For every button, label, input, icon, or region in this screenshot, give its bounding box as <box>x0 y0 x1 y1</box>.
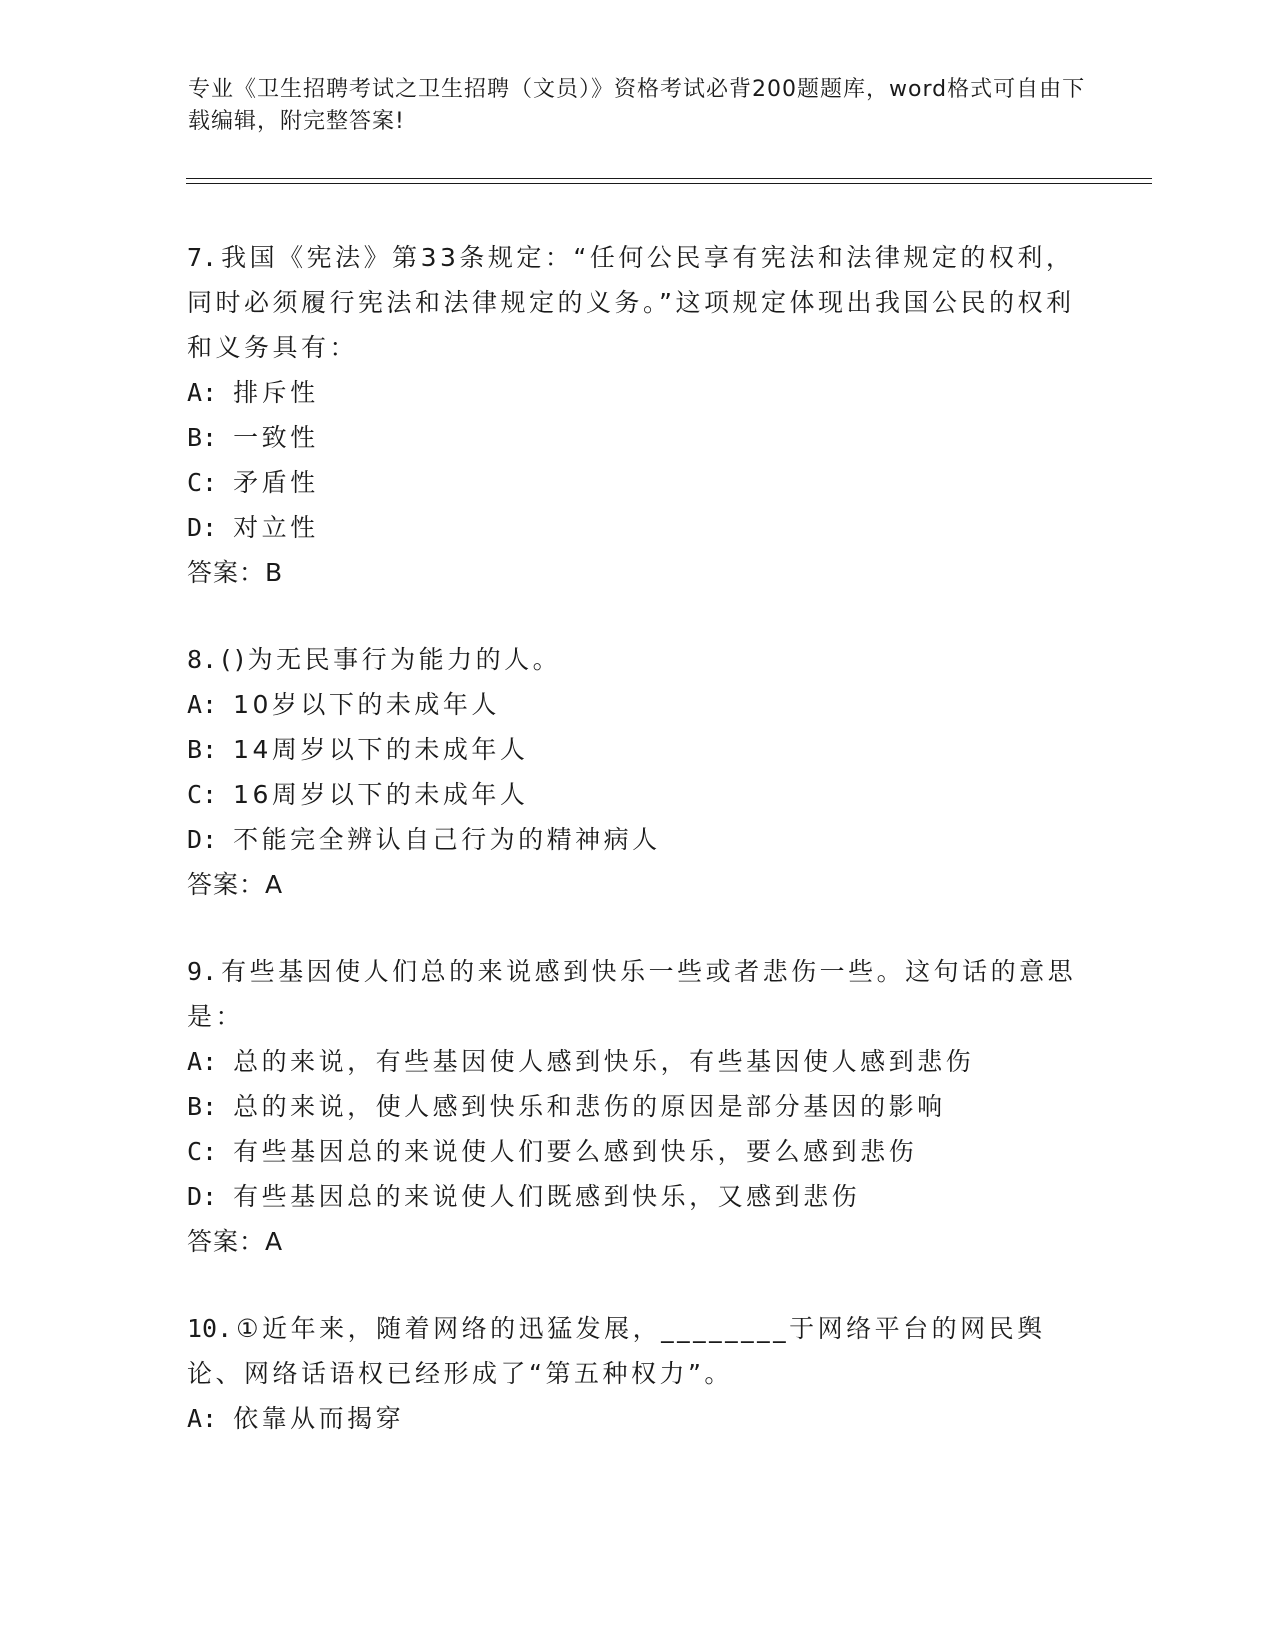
question-list <box>187 235 1077 1483</box>
option-key: A: <box>187 690 218 719</box>
question-9 <box>187 949 1077 1264</box>
option-text: 对立性 <box>233 513 319 542</box>
option-a <box>187 1396 1077 1441</box>
question-number: 8. <box>187 645 218 674</box>
option-a <box>187 1039 1077 1084</box>
option-c <box>187 460 1077 505</box>
option-key: D: <box>187 1182 218 1211</box>
option-text: 依靠从而揭穿 <box>233 1404 405 1433</box>
option-d <box>187 505 1077 550</box>
option-text: 排斥性 <box>233 378 319 407</box>
question-number: 9. <box>187 957 218 986</box>
option-b <box>187 1084 1077 1129</box>
question-stem: ①近年来，随着网络的迅猛发展，________于网络平台的网民舆论、网络话语权已经形成了“第五种权力”。 <box>187 1314 1046 1388</box>
answer-line: 答案：B <box>187 558 284 587</box>
question-text <box>187 637 1077 682</box>
question-8 <box>187 637 1077 907</box>
option-b <box>187 727 1077 772</box>
header-rule-top <box>186 178 1152 179</box>
option-key: B: <box>187 1092 218 1121</box>
option-text: 10岁以下的未成年人 <box>233 690 500 719</box>
option-d <box>187 1174 1077 1219</box>
question-7 <box>187 235 1077 595</box>
option-a <box>187 370 1077 415</box>
option-key: A: <box>187 1047 218 1076</box>
option-b <box>187 415 1077 460</box>
option-key: C: <box>187 780 218 809</box>
option-d <box>187 817 1077 862</box>
option-key: C: <box>187 468 218 497</box>
document-header <box>188 74 1088 138</box>
option-text: 14周岁以下的未成年人 <box>233 735 529 764</box>
header-rule-bottom <box>186 183 1152 184</box>
option-text: 总的来说，有些基因使人感到快乐，有些基因使人感到悲伤 <box>233 1047 975 1076</box>
option-text: 一致性 <box>233 423 319 452</box>
question-text <box>187 1306 1077 1396</box>
question-stem: ()为无民事行为能力的人。 <box>221 645 562 674</box>
option-key: A: <box>187 378 218 407</box>
question-10 <box>187 1306 1077 1441</box>
question-stem: 有些基因使人们总的来说感到快乐一些或者悲伤一些。这句话的意思是： <box>187 957 1077 1031</box>
option-text: 矛盾性 <box>233 468 319 497</box>
option-key: A: <box>187 1404 218 1433</box>
answer-line: 答案：A <box>187 870 284 899</box>
option-c <box>187 772 1077 817</box>
header-intro-text: 专业《卫生招聘考试之卫生招聘（文员）》资格考试必背200题题库，word格式可自由下载编辑，附完整答案! <box>188 77 1086 134</box>
option-key: C: <box>187 1137 218 1166</box>
question-text <box>187 235 1077 370</box>
option-text: 总的来说，使人感到快乐和悲伤的原因是部分基因的影响 <box>233 1092 946 1121</box>
option-a <box>187 682 1077 727</box>
option-text: 有些基因总的来说使人们既感到快乐，又感到悲伤 <box>233 1182 861 1211</box>
question-number: 10. <box>187 1314 233 1343</box>
question-number: 7. <box>187 243 218 272</box>
answer-line: 答案：A <box>187 1227 284 1256</box>
option-text: 不能完全辨认自己行为的精神病人 <box>233 825 661 854</box>
option-key: D: <box>187 825 218 854</box>
question-stem: 我国《宪法》第33条规定：“任何公民享有宪法和法律规定的权利，同时必须履行宪法和法律规定的义务。”这项规定体现出我国公民的权利和义务具有： <box>187 243 1075 362</box>
option-c <box>187 1129 1077 1174</box>
option-text: 有些基因总的来说使人们要么感到快乐，要么感到悲伤 <box>233 1137 918 1166</box>
question-text <box>187 949 1077 1039</box>
option-key: B: <box>187 735 218 764</box>
option-text: 16周岁以下的未成年人 <box>233 780 529 809</box>
option-key: D: <box>187 513 218 542</box>
option-key: B: <box>187 423 218 452</box>
